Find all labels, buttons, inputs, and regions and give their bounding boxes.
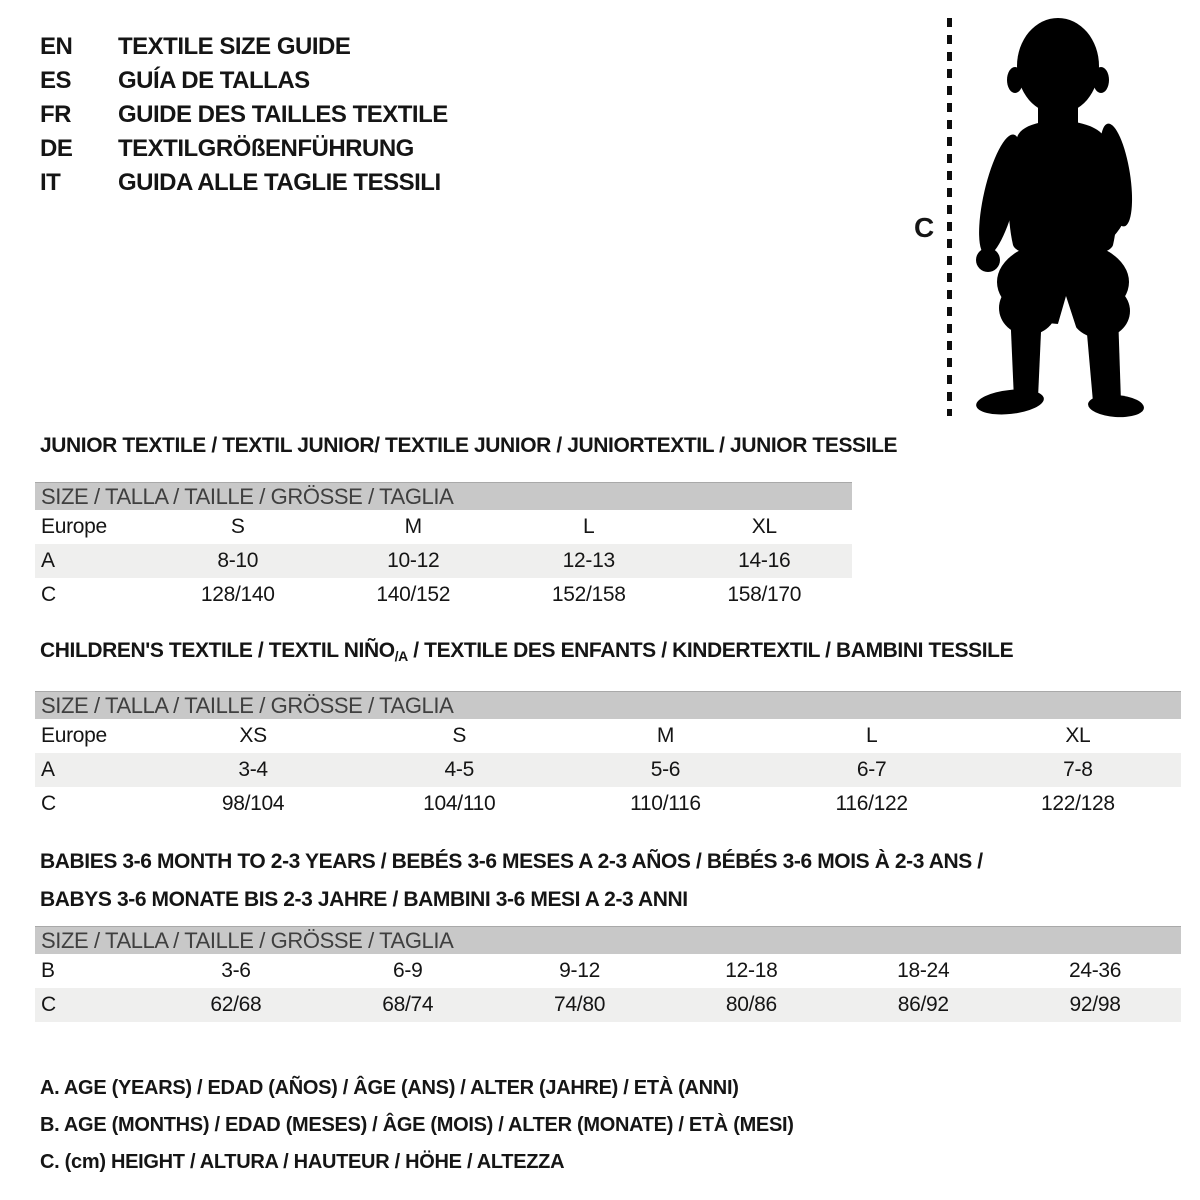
lang-row-fr bbox=[40, 98, 448, 132]
height-cell: 140/152 bbox=[376, 583, 451, 606]
height-measure-dashed-line bbox=[947, 18, 952, 416]
lang-title: TEXTILGRÖßENFÜHRUNG bbox=[118, 135, 414, 162]
babies-section-title bbox=[40, 843, 983, 919]
children-title-text: CHILDREN'S TEXTILE / TEXTIL NIÑO bbox=[40, 639, 395, 662]
table-row-age bbox=[35, 753, 1181, 787]
age-cell: 3-4 bbox=[238, 758, 268, 781]
table-row-europe bbox=[35, 510, 852, 544]
height-cell: 74/80 bbox=[554, 993, 606, 1016]
size-cell: L bbox=[865, 724, 878, 747]
height-cell: 122/128 bbox=[1040, 792, 1115, 815]
lang-title: GUIDA ALLE TAGLIE TESSILI bbox=[118, 169, 441, 196]
children-section-title bbox=[40, 639, 1013, 664]
lang-code: DE bbox=[40, 135, 73, 162]
row-label: C bbox=[41, 993, 56, 1016]
size-cell: XL bbox=[751, 515, 777, 538]
row-label: C bbox=[41, 792, 56, 815]
row-label: C bbox=[41, 583, 56, 606]
legend-age-months: B. AGE (MONTHS) / EDAD (MESES) / ÂGE (MOIS) / ALTER (MONATE) / ETÀ (MESI) bbox=[40, 1114, 794, 1136]
age-cell: 5-6 bbox=[650, 758, 681, 781]
table-row-height bbox=[35, 787, 1181, 821]
children-size-table bbox=[35, 691, 1181, 821]
row-label: A bbox=[41, 758, 55, 781]
height-cell: 116/122 bbox=[835, 792, 908, 815]
size-cell: M bbox=[404, 515, 422, 538]
lang-row-it bbox=[40, 166, 448, 200]
months-cell: 18-24 bbox=[897, 959, 950, 982]
table-row-europe bbox=[35, 719, 1181, 753]
babies-size-table bbox=[35, 926, 1181, 1022]
height-cell: 158/170 bbox=[727, 583, 802, 606]
lang-row-de bbox=[40, 132, 448, 166]
height-measure-label: C bbox=[914, 212, 934, 243]
lang-code: IT bbox=[40, 169, 61, 196]
row-label: Europe bbox=[41, 515, 107, 538]
lang-row-es bbox=[40, 64, 448, 98]
height-cell: 92/98 bbox=[1069, 993, 1121, 1016]
height-cell: 98/104 bbox=[221, 792, 285, 815]
table-row-months bbox=[35, 954, 1181, 988]
age-cell: 10-12 bbox=[387, 549, 440, 572]
size-cell: S bbox=[230, 515, 245, 538]
age-cell: 8-10 bbox=[217, 549, 259, 572]
lang-title: GUIDE DES TAILLES TEXTILE bbox=[118, 101, 448, 128]
size-cell: L bbox=[583, 515, 595, 538]
age-cell: 4-5 bbox=[444, 758, 474, 781]
lang-title: GUÍA DE TALLAS bbox=[118, 67, 310, 94]
lang-code: ES bbox=[40, 67, 72, 94]
children-title-sub: /A bbox=[394, 648, 408, 664]
height-cell: 86/92 bbox=[897, 993, 949, 1016]
height-cell: 152/158 bbox=[551, 583, 626, 606]
height-cell: 80/86 bbox=[725, 993, 777, 1016]
junior-size-header-bar: SIZE / TALLA / TAILLE / GRÖSSE / TAGLIA bbox=[35, 482, 852, 510]
age-cell: 14-16 bbox=[738, 549, 791, 572]
size-cell: M bbox=[656, 724, 675, 747]
lang-row-en bbox=[40, 30, 448, 64]
height-cell: 62/68 bbox=[210, 993, 262, 1016]
lang-title: TEXTILE SIZE GUIDE bbox=[118, 33, 351, 60]
months-cell: 24-36 bbox=[1068, 959, 1122, 982]
children-size-header-bar: SIZE / TALLA / TAILLE / GRÖSSE / TAGLIA bbox=[35, 691, 1181, 719]
babies-size-header-bar: SIZE / TALLA / TAILLE / GRÖSSE / TAGLIA bbox=[35, 926, 1181, 954]
height-cell: 104/110 bbox=[423, 792, 496, 815]
size-cell: XS bbox=[239, 724, 267, 747]
table-row-age bbox=[35, 544, 852, 578]
months-cell: 3-6 bbox=[221, 959, 251, 982]
height-cell: 128/140 bbox=[200, 583, 275, 606]
legend-age-years: A. AGE (YEARS) / EDAD (AÑOS) / ÂGE (ANS) / ALTER (JAHRE) / ETÀ (ANNI) bbox=[40, 1077, 739, 1099]
toddler-silhouette-image bbox=[958, 10, 1170, 425]
age-cell: 7-8 bbox=[1063, 758, 1093, 781]
row-label: A bbox=[41, 549, 55, 572]
months-cell: 6-9 bbox=[393, 959, 423, 982]
height-cell: 110/116 bbox=[630, 792, 701, 815]
months-cell: 9-12 bbox=[559, 959, 600, 982]
measurement-legend bbox=[40, 1070, 794, 1181]
height-cell: 68/74 bbox=[382, 993, 434, 1016]
age-cell: 6-7 bbox=[856, 758, 887, 781]
children-title-text: / TEXTILE DES ENFANTS / KINDERTEXTIL / BAMBINI TESSILE bbox=[407, 639, 1014, 662]
size-cell: S bbox=[452, 724, 467, 747]
size-cell: XL bbox=[1065, 724, 1091, 747]
table-row-height bbox=[35, 988, 1181, 1022]
lang-code: EN bbox=[40, 33, 73, 60]
junior-section-title: JUNIOR TEXTILE / TEXTIL JUNIOR/ TEXTILE JUNIOR / JUNIORTEXTIL / JUNIOR TESSILE bbox=[40, 434, 898, 457]
row-label: Europe bbox=[41, 724, 107, 747]
legend-height-cm: C. (cm) HEIGHT / ALTURA / HAUTEUR / HÖHE / ALTEZZA bbox=[40, 1151, 565, 1173]
language-title-list bbox=[40, 30, 448, 200]
months-cell: 12-18 bbox=[725, 959, 778, 982]
lang-code: FR bbox=[40, 101, 71, 128]
table-row-height bbox=[35, 578, 852, 612]
babies-title-line2: BABYS 3-6 MONATE BIS 2-3 JAHRE / BAMBINI 3-6 MESI A 2-3 ANNI bbox=[40, 888, 688, 911]
junior-size-table bbox=[35, 482, 852, 612]
age-cell: 12-13 bbox=[562, 549, 615, 572]
row-label: B bbox=[41, 959, 55, 982]
babies-title-line1: BABIES 3-6 MONTH TO 2-3 YEARS / BEBÉS 3-6 MESES A 2-3 AÑOS / BÉBÉS 3-6 MOIS À 2-3 ANS / bbox=[40, 850, 983, 873]
